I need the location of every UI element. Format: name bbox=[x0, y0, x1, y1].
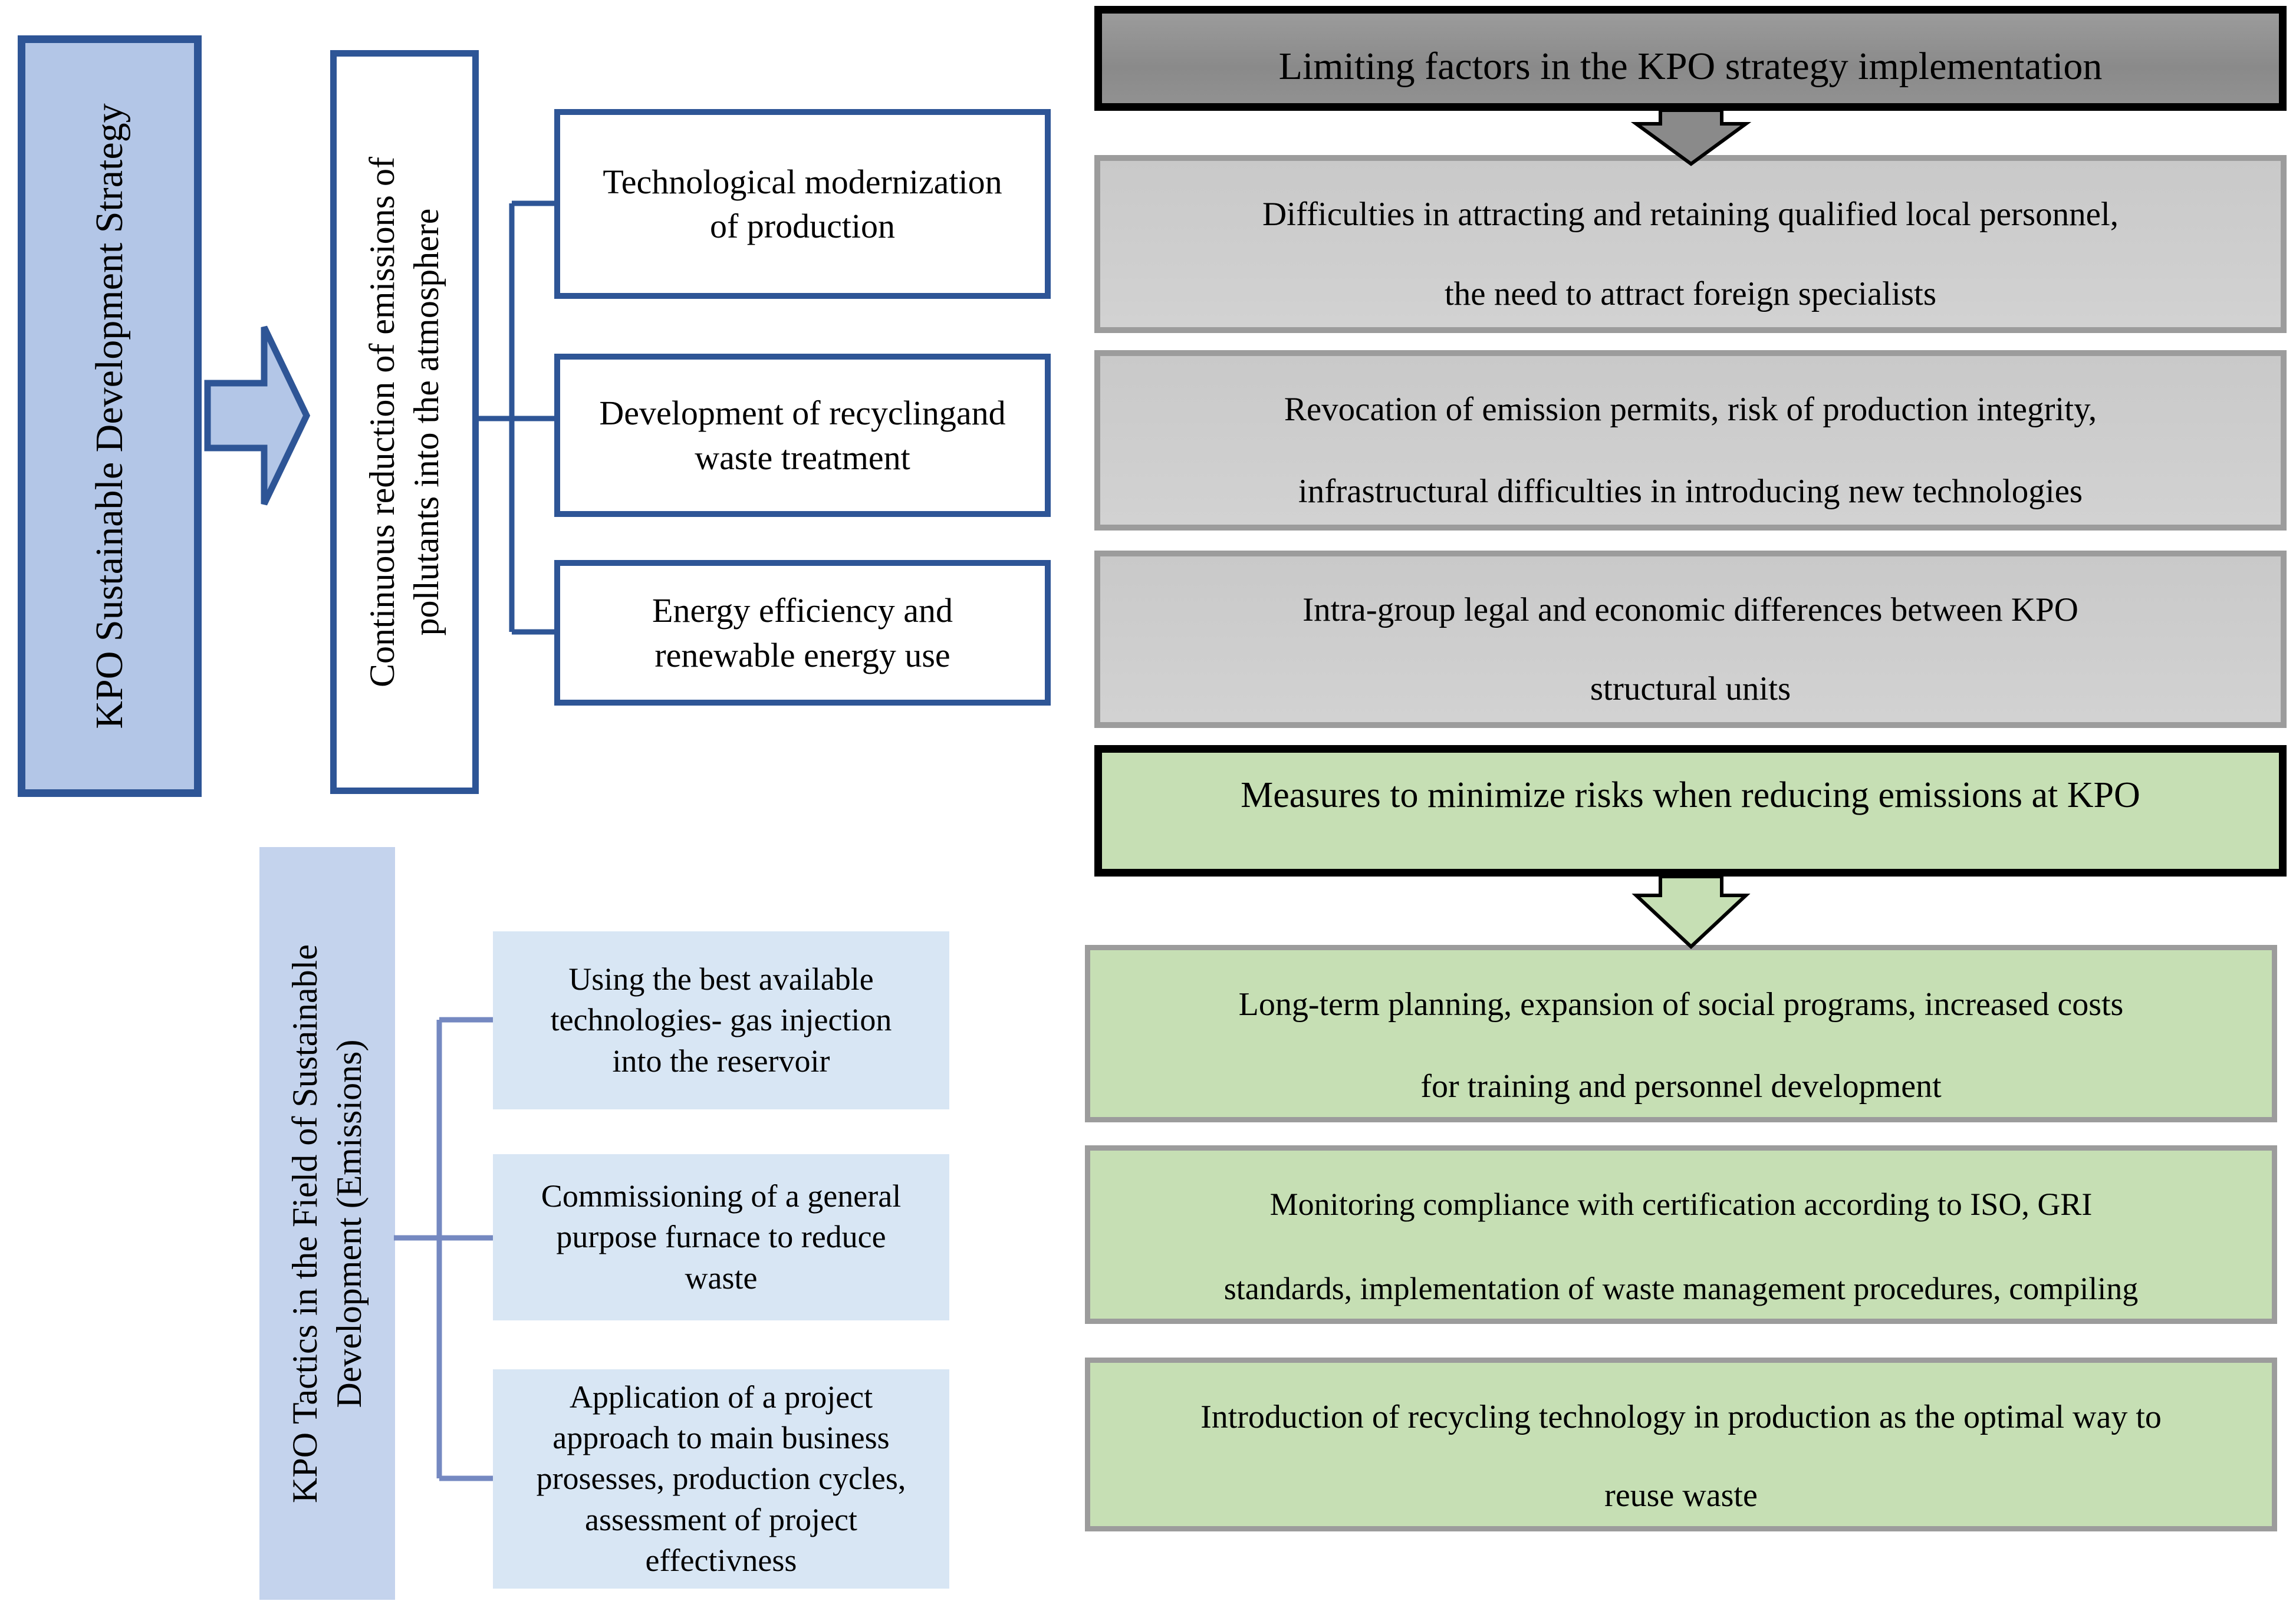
tactics-label: KPO Tactics in the Field of Sustainable Development (Emissions) bbox=[285, 944, 369, 1503]
tactics-item-label: Commissioning of a general purpose furnace to reduce waste bbox=[541, 1178, 902, 1296]
strategy-item-recycling-development bbox=[554, 354, 1051, 517]
strategy-label: KPO Sustainable Development Strategy bbox=[88, 103, 131, 729]
measure-monitoring-compliance: Monitoring compliance with certification according to ISO, GRI standards, implementation of waste management procedures, compiling bbox=[1085, 1145, 2277, 1324]
flow-arrow-right-icon bbox=[208, 327, 307, 504]
tactics-box bbox=[259, 847, 395, 1600]
connector-bracket-top bbox=[476, 203, 554, 632]
reduction-label bbox=[360, 157, 449, 687]
tactics-item-best-technologies bbox=[493, 931, 949, 1109]
strategy-item-energy-efficiency bbox=[554, 560, 1051, 706]
tactics-item-label: Application of a project approach to main business prosesses, production cycles, assessment of project effectivness bbox=[536, 1379, 906, 1578]
reduction-box bbox=[330, 50, 479, 794]
limiting-factors-header bbox=[1094, 6, 2287, 111]
measure-long-term-planning: Long-term planning, expansion of social programs, increased costs for training and personnel development bbox=[1085, 945, 2277, 1122]
limiting-factor-intra-group: Intra-group legal and economic differences between KPO structural units bbox=[1094, 551, 2287, 728]
strategy-item-technological-modernization bbox=[554, 109, 1051, 299]
strategy-item-label: Development of recyclingand waste treatment bbox=[599, 394, 1006, 477]
strategy-item-label: Technological modernization of production bbox=[603, 162, 1002, 245]
limiting-factor-permits: Revocation of emission permits, risk of production integrity, infrastructural difficulties in introducing new technologies bbox=[1094, 350, 2287, 531]
measures-title: Measures to minimize risks when reducing emissions at KPO bbox=[1241, 775, 2140, 815]
measure-recycling-technology: Introduction of recycling technology in production as the optimal way to reuse waste bbox=[1085, 1358, 2277, 1531]
tactics-item-label: Using the best available technologies- gas injection into the reservoir bbox=[550, 961, 892, 1079]
reduction-line: pollutants into the atmosphere bbox=[407, 208, 446, 636]
connector-bracket-bottom bbox=[394, 1020, 493, 1478]
strategy-item-label: Energy efficiency and renewable energy use bbox=[652, 591, 953, 674]
strategy-box bbox=[18, 35, 202, 797]
measures-header bbox=[1094, 745, 2287, 877]
tactics-item-project-approach bbox=[493, 1369, 949, 1589]
limiting-factor-personnel: Difficulties in attracting and retaining qualified local personnel, the need to attract foreign specialists bbox=[1094, 155, 2287, 333]
limiting-factors-title: Limiting factors in the KPO strategy implementation bbox=[1278, 45, 2103, 88]
tactics-item-furnace-commissioning bbox=[493, 1154, 949, 1320]
reduction-line: Continuous reduction of emissions of bbox=[363, 157, 402, 687]
down-arrow-green-icon bbox=[1636, 877, 1746, 947]
